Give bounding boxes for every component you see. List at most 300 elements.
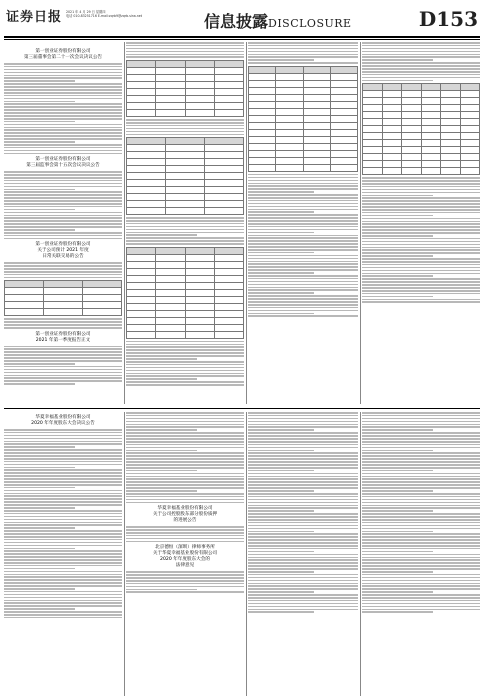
text-line (362, 424, 480, 426)
text-line (4, 472, 122, 474)
text-line (362, 284, 480, 286)
text-line (362, 290, 480, 292)
text-line (4, 274, 122, 276)
text-line (362, 421, 480, 423)
text-line (248, 435, 358, 437)
text-line (4, 435, 122, 437)
text-line (126, 432, 244, 434)
text-line (248, 447, 358, 449)
text-line (248, 481, 358, 483)
text-line (126, 358, 197, 360)
text-line (4, 597, 122, 599)
text-line (362, 62, 480, 64)
text-line (248, 473, 358, 475)
text-line (362, 56, 480, 58)
text-line (126, 452, 244, 454)
text-line (4, 318, 122, 320)
text-line (362, 516, 480, 518)
text-line (126, 571, 244, 573)
col-lower-3 (248, 412, 358, 696)
page-number: D153 (418, 7, 478, 31)
text-line (4, 579, 122, 581)
text-line (4, 150, 122, 152)
col-upper-1 (4, 42, 122, 404)
text-line (362, 415, 480, 417)
text-line (126, 429, 197, 431)
text-line (248, 284, 358, 286)
text-line (362, 441, 480, 443)
text-line (4, 516, 122, 518)
text-line (248, 594, 358, 596)
related-transaction-table (4, 280, 122, 316)
text-line (4, 602, 122, 604)
text-line (4, 611, 122, 613)
text-line (248, 496, 358, 498)
text-line (126, 370, 244, 372)
text-line (126, 538, 244, 540)
article-body-a3b (4, 318, 122, 328)
text-line (362, 525, 480, 527)
text-line (4, 217, 122, 219)
text-line (248, 249, 358, 251)
article-title-b3: 北京德恒（深圳）律师事务所 关于华夏幸福基业股份有限公司 2020 年年度股东大会的 法律意见 (152, 545, 218, 569)
text-line (4, 455, 122, 457)
text-line (362, 609, 480, 611)
text-line (362, 568, 480, 570)
text-line (248, 539, 358, 541)
text-line (4, 377, 122, 379)
text-line (248, 304, 358, 306)
text-line (362, 510, 433, 512)
text-line (362, 65, 480, 67)
text-line (248, 258, 358, 260)
text-line (126, 426, 244, 428)
text-line (4, 464, 122, 466)
text-line (4, 432, 122, 434)
text-line (362, 478, 480, 480)
text-line (248, 237, 358, 239)
text-line (126, 128, 244, 130)
text-line (248, 287, 358, 289)
article-body-a2 (4, 171, 122, 239)
text-line (362, 591, 433, 593)
text-line (362, 192, 480, 194)
section-title (204, 9, 352, 32)
article-title-a3: 第一创业证券股份有限公司 关于公司预计 2021 年度 日常关联交易的公告 (35, 242, 91, 260)
text-line (248, 313, 314, 315)
text-line (362, 450, 433, 452)
text-line (362, 461, 480, 463)
text-line (4, 235, 122, 237)
text-line (362, 223, 480, 225)
text-line (362, 54, 480, 56)
text-line (362, 200, 480, 202)
text-line (126, 478, 244, 480)
text-line (362, 458, 480, 460)
col-lower-4 (362, 412, 480, 696)
text-line (248, 464, 358, 466)
text-line (362, 258, 480, 260)
article-body-b1 (4, 429, 122, 618)
text-line (362, 235, 433, 237)
text-line (248, 591, 314, 593)
half-page-separator (4, 408, 480, 409)
text-line (4, 366, 122, 368)
text-line (4, 124, 122, 126)
text-line (126, 473, 244, 475)
column-rule (246, 42, 247, 404)
text-line (248, 606, 358, 608)
text-line (4, 495, 122, 497)
text-line (4, 197, 122, 199)
body-lower-col2-end (126, 571, 244, 593)
text-line (4, 271, 122, 273)
text-line (248, 261, 358, 263)
text-line (248, 226, 358, 228)
text-line (126, 381, 244, 383)
text-line (4, 458, 122, 460)
text-line (126, 499, 244, 501)
text-line (362, 80, 433, 82)
text-line (248, 183, 358, 185)
text-line (362, 281, 480, 283)
text-line (126, 589, 197, 591)
text-line (4, 203, 122, 205)
text-line (248, 577, 358, 579)
text-line (248, 209, 358, 211)
text-line (362, 464, 480, 466)
text-line (362, 195, 433, 197)
body-col2-end (126, 341, 244, 386)
text-line (4, 553, 122, 555)
col-lower-2 (126, 412, 244, 696)
text-line (362, 438, 480, 440)
text-line (248, 56, 358, 58)
text-line (126, 54, 244, 56)
text-line (362, 221, 480, 223)
text-line (4, 191, 122, 193)
text-line (4, 429, 122, 431)
text-line (126, 367, 244, 369)
text-line (4, 153, 122, 155)
text-line (4, 539, 122, 541)
text-line (4, 103, 122, 105)
text-line (362, 603, 480, 605)
text-line (362, 270, 480, 272)
text-line (362, 229, 480, 231)
text-line (362, 293, 480, 295)
text-line (248, 484, 358, 486)
text-line (126, 481, 244, 483)
text-line (248, 467, 358, 469)
text-line (126, 484, 244, 486)
body-col3-end (248, 174, 358, 317)
masthead (4, 4, 480, 34)
text-line (4, 232, 122, 234)
text-line (4, 484, 122, 486)
text-line (248, 310, 358, 312)
text-line (248, 412, 358, 414)
text-line (4, 582, 122, 584)
financial-data-table-3 (126, 247, 244, 339)
text-line (248, 505, 358, 507)
text-line (4, 383, 75, 385)
text-line (362, 574, 480, 576)
text-line (4, 614, 122, 616)
text-line (126, 438, 244, 440)
text-line (4, 507, 75, 509)
financial-data-table-1 (126, 60, 244, 117)
body-lower-col4 (362, 412, 480, 613)
text-line (362, 180, 480, 182)
text-line (4, 75, 122, 77)
text-line (362, 267, 480, 269)
text-line (362, 597, 480, 599)
text-line (4, 536, 122, 538)
text-line (248, 476, 358, 478)
text-line (362, 432, 480, 434)
text-line (126, 435, 244, 437)
text-line (4, 605, 122, 607)
col-upper-2 (126, 42, 244, 404)
text-line (4, 177, 122, 179)
text-line (126, 502, 244, 504)
text-line (4, 92, 122, 94)
column-rule (360, 42, 361, 404)
text-line (362, 577, 480, 579)
text-line (4, 438, 122, 440)
text-line (362, 594, 480, 596)
text-line (362, 455, 480, 457)
text-line (126, 467, 244, 469)
text-line (4, 530, 122, 532)
body-col2-low (126, 217, 244, 245)
text-line (4, 212, 122, 214)
text-line (362, 467, 480, 469)
text-line (248, 542, 358, 544)
text-line (362, 215, 433, 217)
text-line (4, 562, 122, 564)
section-title-cn: 信息披露 (204, 12, 269, 31)
text-line (248, 585, 358, 587)
text-line (248, 554, 358, 556)
text-line (4, 372, 122, 374)
text-line (126, 378, 197, 380)
text-line (362, 539, 480, 541)
article-title-b2: 华夏幸福基业股份有限公司 关于公司控股股东部分股份质押 的进展公告 (152, 506, 218, 524)
text-line (4, 522, 122, 524)
text-line (4, 441, 122, 443)
text-line (126, 526, 244, 528)
text-line (248, 255, 358, 257)
text-line (4, 121, 75, 123)
col-lower-1 (4, 412, 122, 696)
text-line (4, 141, 75, 143)
body-col2-mid (126, 119, 244, 135)
text-line (126, 529, 244, 531)
text-line (126, 476, 244, 478)
text-line (4, 498, 122, 500)
text-line (248, 42, 358, 44)
text-line (362, 255, 433, 257)
text-line (4, 77, 122, 79)
text-line (126, 373, 244, 375)
text-line (248, 545, 358, 547)
text-line (362, 542, 480, 544)
text-line (4, 375, 122, 377)
text-line (126, 56, 244, 58)
text-line (362, 296, 433, 298)
comparison-table (362, 83, 480, 175)
text-line (362, 507, 480, 509)
text-line (248, 188, 358, 190)
text-line (248, 507, 358, 509)
text-line (4, 186, 122, 188)
text-line (362, 212, 480, 214)
text-line (362, 278, 480, 280)
text-line (4, 132, 122, 134)
text-line (4, 446, 75, 448)
column-rule (246, 412, 247, 696)
text-line (126, 352, 244, 354)
text-line (126, 344, 244, 346)
text-line (126, 583, 244, 585)
text-line (248, 551, 314, 553)
text-line (248, 223, 358, 225)
text-line (362, 551, 433, 553)
text-line (248, 458, 358, 460)
text-line (4, 475, 122, 477)
text-line (4, 354, 122, 356)
text-line (4, 585, 122, 587)
text-line (362, 71, 480, 73)
text-line (4, 83, 122, 85)
text-line (4, 86, 122, 88)
text-line (4, 591, 122, 593)
text-line (126, 577, 244, 579)
text-line (4, 265, 122, 267)
text-line (248, 528, 358, 530)
text-line (362, 490, 433, 492)
text-line (248, 415, 358, 417)
text-line (126, 229, 244, 231)
text-line (4, 443, 122, 445)
text-line (248, 600, 358, 602)
text-line (248, 235, 358, 237)
text-line (4, 504, 122, 506)
issue-date: 2021 年 4 月 29 日 星期四 (66, 10, 106, 14)
text-line (4, 617, 122, 619)
text-line (362, 533, 480, 535)
text-line (4, 469, 122, 471)
text-line (362, 505, 480, 507)
text-line (126, 470, 197, 472)
text-line (362, 197, 480, 199)
financial-data-table-2 (126, 137, 244, 215)
text-line (126, 361, 244, 363)
body-col4-top (362, 42, 480, 81)
text-line (248, 232, 314, 234)
text-line (126, 418, 244, 420)
text-line (4, 238, 122, 240)
text-line (126, 122, 244, 124)
text-line (248, 519, 358, 521)
text-line (248, 191, 314, 193)
text-line (362, 273, 480, 275)
text-line (362, 203, 480, 205)
text-line (362, 48, 480, 50)
text-line (248, 559, 358, 561)
text-line (248, 571, 314, 573)
text-line (4, 594, 122, 596)
text-line (248, 568, 358, 570)
text-line (248, 574, 358, 576)
text-line (126, 45, 244, 47)
text-line (126, 591, 244, 593)
masthead-thin-rule (4, 39, 480, 40)
text-line (362, 68, 480, 70)
text-line (4, 200, 122, 202)
text-line (248, 455, 358, 457)
text-line (4, 277, 122, 279)
text-line (248, 611, 314, 613)
text-line (248, 452, 358, 454)
column-rule (124, 412, 125, 696)
text-line (248, 525, 358, 527)
text-line (248, 580, 358, 582)
text-line (362, 252, 480, 254)
text-line (362, 249, 480, 251)
text-line (248, 59, 314, 61)
text-line (4, 321, 122, 323)
body-lower-col3 (248, 412, 358, 613)
text-line (248, 200, 358, 202)
text-line (248, 174, 358, 176)
text-line (4, 467, 75, 469)
text-line (248, 281, 358, 283)
text-line (4, 109, 122, 111)
column-rule (124, 42, 125, 404)
text-line (126, 237, 244, 239)
text-line (126, 444, 244, 446)
text-line (362, 287, 480, 289)
text-line (248, 470, 314, 472)
text-line (362, 42, 480, 44)
text-line (4, 542, 122, 544)
text-line (4, 135, 122, 137)
text-line (4, 226, 122, 228)
text-line (4, 363, 75, 365)
text-line (362, 275, 433, 277)
text-line (126, 51, 244, 53)
text-line (362, 264, 480, 266)
text-line (4, 206, 122, 208)
text-line (362, 473, 480, 475)
text-line (362, 444, 480, 446)
article-body-a4 (4, 346, 122, 385)
text-line (126, 580, 244, 582)
text-line (4, 357, 122, 359)
text-line (4, 66, 122, 68)
text-line (248, 185, 358, 187)
text-line (248, 502, 358, 504)
text-line (248, 565, 358, 567)
text-line (362, 74, 480, 76)
text-line (248, 536, 358, 538)
text-line (362, 600, 480, 602)
text-line (248, 487, 358, 489)
text-line (248, 266, 358, 268)
